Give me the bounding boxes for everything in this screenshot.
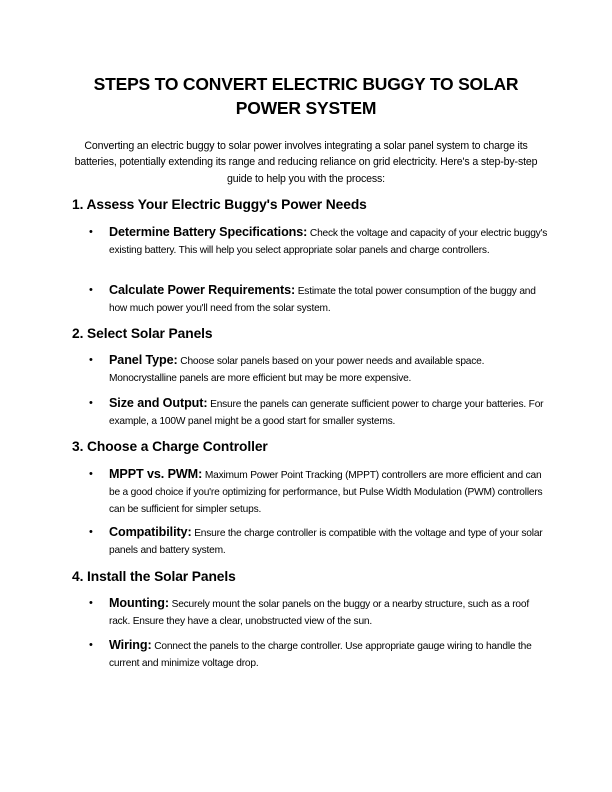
- item-text: Connect the panels to the charge controller. Use appropriate gauge wiring to handle the current and minimize voltage drop.: [109, 641, 532, 669]
- section-heading: 2. Select Solar Panels: [72, 326, 213, 341]
- item-label: Size and Output:: [109, 396, 208, 410]
- item-text: Estimate the total power consumption of the buggy and how much power you'll need from the solar system.: [109, 286, 536, 314]
- item-label: Compatibility:: [109, 525, 192, 539]
- page-title: STEPS TO CONVERT ELECTRIC BUGGY TO SOLAR POWER SYSTEM: [93, 74, 519, 118]
- intro-paragraph: Converting an electric buggy to solar power involves integrating a solar panel system to charge its batteries, potentially extending its range and reducing reliance on grid electricity. Here's a step-by-step guide to help you with the process:: [74, 140, 538, 185]
- item-text: Ensure the charge controller is compatible with the voltage and type of your solar panels and battery system.: [109, 528, 543, 556]
- item-text: Securely mount the solar panels on the buggy or a nearby structure, such as a roof rack. Ensure they have a clear, unobstructed view of the sun.: [109, 599, 529, 627]
- item-label: Panel Type:: [109, 353, 178, 367]
- section-heading: 1. Assess Your Electric Buggy's Power Needs: [72, 197, 367, 212]
- item-label: Wiring:: [109, 638, 152, 652]
- item-text: Check the voltage and capacity of your electric buggy's existing battery. This will help you select appropriate solar panels and charge controllers.: [109, 228, 548, 256]
- bullet-icon: •: [89, 597, 93, 609]
- item-label: Mounting:: [109, 596, 169, 610]
- section-heading: 3. Choose a Charge Controller: [72, 439, 268, 454]
- bullet-icon: •: [89, 526, 93, 538]
- bullet-icon: •: [89, 468, 93, 480]
- bullet-icon: •: [89, 226, 93, 238]
- bullet-icon: •: [89, 284, 93, 296]
- item-label: MPPT vs. PWM:: [109, 467, 203, 481]
- item-label: Determine Battery Specifications:: [109, 225, 308, 239]
- item-text: Choose solar panels based on your power needs and available space. Monocrystalline panels are more efficient but may be more expensive.: [109, 356, 485, 384]
- bullet-icon: •: [89, 354, 93, 366]
- item-text: Maximum Power Point Tracking (MPPT) controllers are more efficient and can be a good choice if you're optimizing for performance, but Pulse Width Modulation (PWM) controllers can be sufficient for simpler setups.: [109, 470, 543, 515]
- item-text: Ensure the panels can generate sufficient power to charge your batteries. For example, a 100W panel might be a good start for smaller systems.: [109, 399, 544, 427]
- bullet-icon: •: [89, 639, 93, 651]
- section-heading: 4. Install the Solar Panels: [72, 569, 236, 584]
- bullet-icon: •: [89, 397, 93, 409]
- item-label: Calculate Power Requirements:: [109, 283, 296, 297]
